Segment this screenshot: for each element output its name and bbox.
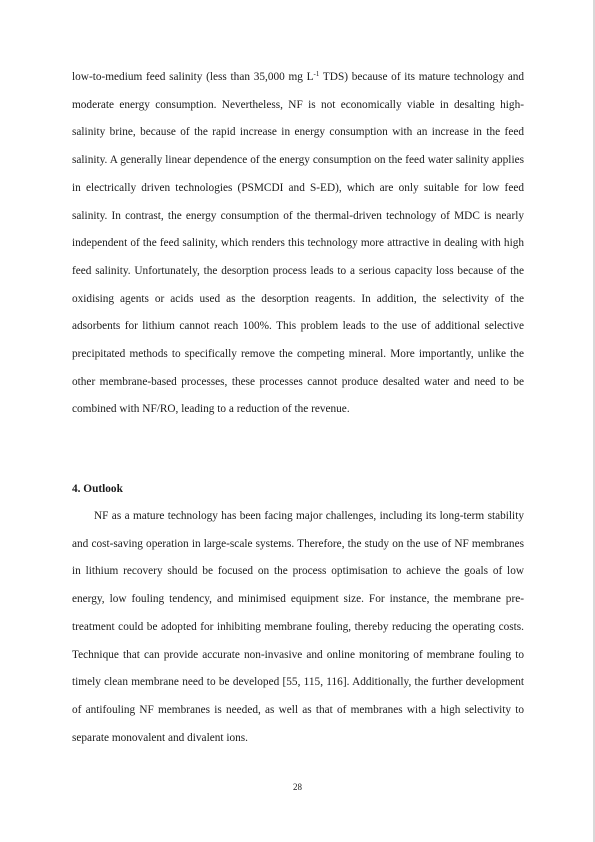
paragraph-text-after-superscript: TDS) because of its mature technology and moderate energy consumption. Nevertheless, NF is not economically viable in desalting high-salinity brine, because of the rapid increase in energy consumption with an increase in the feed salinity. A generally linear dependence of the energy consumption on the feed water salinity applies in electrically driven technologies (PSMCDI and S-ED), which are only suitable for low feed salinity. In contrast, the energy consumption of the thermal-driven technology of MDC is nearly independent of the feed salinity, which renders this technology more attractive in dealing with high feed salinity. Unfortunately, the desorption process leads to a serious capacity loss because of the oxidising agents or acids used as the desorption reagents. In addition, the selectivity of the adsorbents for lithium cannot reach 100%. This problem leads to the use of additional selective precipitated methods to specifically remove the competing mineral. More importantly, unlike the other membrane-based processes, these processes cannot produce desalted water and need to be combined with NF/RO, leading to a reduction of the revenue. bbox=[72, 71, 524, 416]
paragraph-text-before-superscript: low-to-medium feed salinity (less than 35,000 mg L bbox=[72, 71, 314, 83]
outlook-paragraph: NF as a mature technology has been facing major challenges, including its long-term stability and cost-saving operation in large-scale systems. Therefore, the study on the use of NF membranes in lithium recovery should be focused on the process optimisation to achieve the goals of low energy, low fouling tendency, and minimised equipment size. For instance, the membrane pre-treatment could be adopted for inhibiting membrane fouling, thereby reducing the operating costs. Technique that can provide accurate non-invasive and online monitoring of membrane fouling to timely clean membrane need to be developed [55, 115, 116]. Additionally, the further development of antifouling NF membranes is needed, as well as that of membranes with a high selectivity to separate monovalent and divalent ions. bbox=[72, 510, 524, 744]
unit-exponent-superscript: -1 bbox=[313, 70, 320, 78]
section-heading-outlook: 4. Outlook bbox=[72, 483, 123, 495]
page-number: 28 bbox=[293, 782, 302, 792]
body-paragraph-continued bbox=[72, 64, 524, 424]
